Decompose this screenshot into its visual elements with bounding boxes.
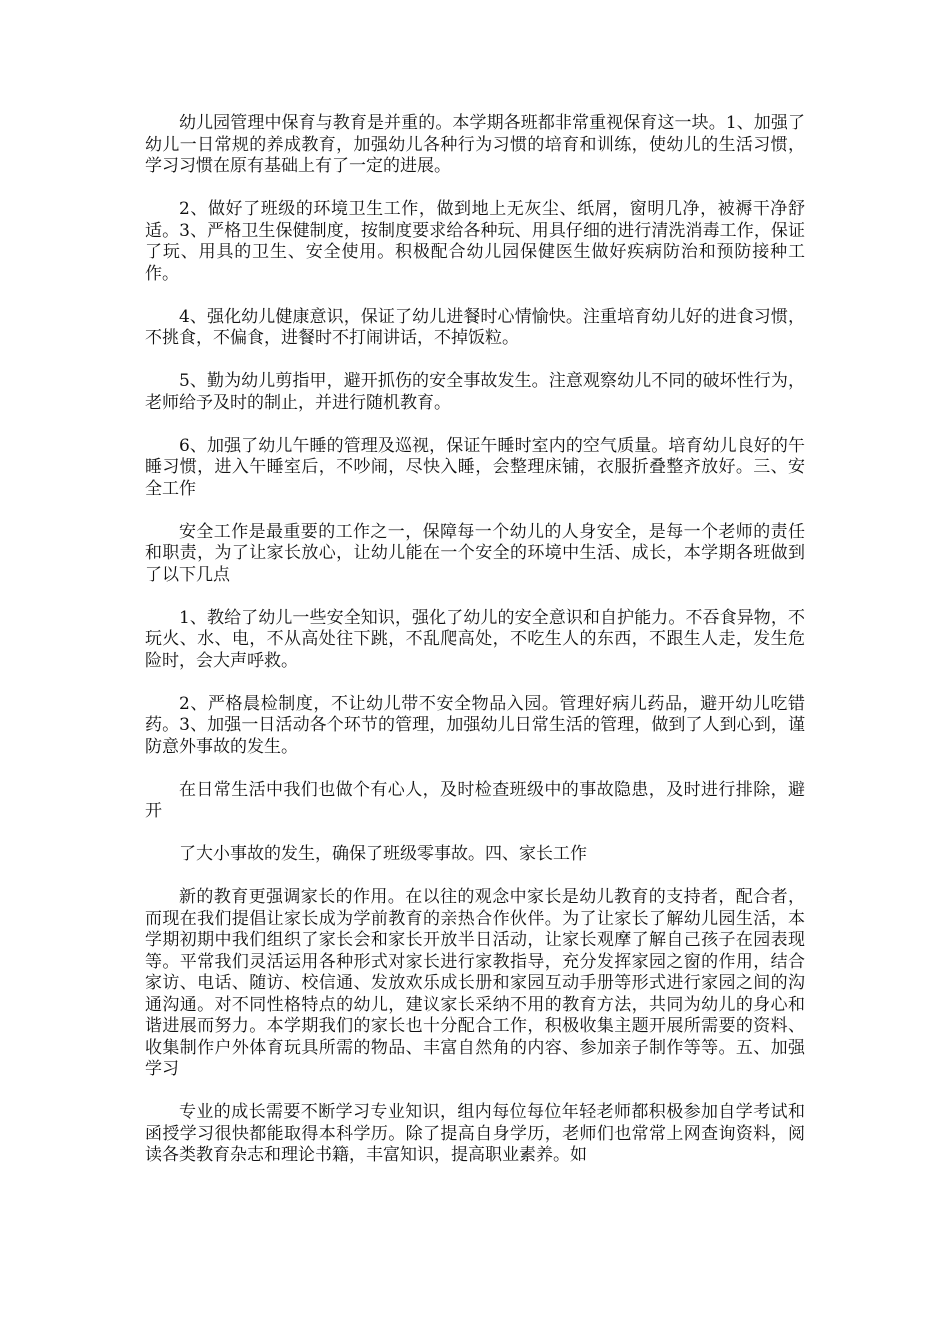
document-page xyxy=(145,113,805,1188)
paragraph-safety-intro: 安全工作是最重要的工作之一，保障每一个幼儿的人身安全，是每一个老师的责任和职责，为了让家长放心，让幼儿能在一个安全的环境中生活、成长，本学期各班做到了以下几点 xyxy=(145,521,805,585)
paragraph-health-awareness: 4、强化幼儿健康意识，保证了幼儿进餐时心情愉快。注重培育幼儿好的进食习惯，不挑食，不偏食，进餐时不打闹讲话，不掉饭粒。 xyxy=(145,306,805,348)
paragraph-nap-management: 6、加强了幼儿午睡的管理及巡视，保证午睡时室内的空气质量。培育幼儿良好的午睡习惯，进入午睡室后，不吵闹，尽快入睡，会整理床铺，衣服折叠整齐放好。三、安全工作 xyxy=(145,435,805,499)
paragraph-hazard-check: 在日常生活中我们也做个有心人，及时检查班级中的事故隐患，及时进行排除，避开 xyxy=(145,779,805,821)
paragraph-parent-work: 新的教育更强调家长的作用。在以往的观念中家长是幼儿教育的支持者，配合者，而现在我们提倡让家长成为学前教育的亲热合作伙伴。为了让家长了解幼儿园生活，本学期初期中我们组织了家长会和家长开放半日活动，让家长观摩了解自己孩子在园表现等。平常我们灵活运用各种形式对家长进行家教指导，充分发挥家园之窗的作用，结合家访、电话、随访、校信通、发放欢乐成长册和家园互动手册等形式进行家园之间的沟通沟通。对不同性格特点的幼儿，建议家长采纳不用的教育方法，共同为幼儿的身心和谐进展而努力。本学期我们的家长也十分配合工作，积极收集主题开展所需要的资料、收集制作户外体育玩具所需的物品、丰富自然角的内容、参加亲子制作等等。五、加强学习 xyxy=(145,887,805,1079)
paragraph-nail-trimming: 5、勤为幼儿剪指甲，避开抓伤的安全事故发生。注意观察幼儿不同的破坏性行为，老师给予及时的制止，并进行随机教育。 xyxy=(145,371,805,413)
paragraph-childcare-overview: 幼儿园管理中保育与教育是并重的。本学期各班都非常重视保育这一块。1、加强了幼儿一日常规的养成教育，加强幼儿各种行为习惯的培育和训练，使幼儿的生活习惯，学习习惯在原有基础上有了一定的进展。 xyxy=(145,113,805,176)
paragraph-hygiene-work: 2、做好了班级的环境卫生工作，做到地上无灰尘、纸屑，窗明几净，被褥干净舒适。3、严格卫生保健制度，按制度要求给各种玩、用具仔细的进行清洗消毒工作，保证了玩、用具的卫生、安全使用。积极配合幼儿园保健医生做好疾病防治和预防接种工作。 xyxy=(145,199,805,284)
paragraph-safety-knowledge: 1、教给了幼儿一些安全知识，强化了幼儿的安全意识和自护能力。不吞食异物，不玩火、水、电，不从高处往下跳，不乱爬高处，不吃生人的东西，不跟生人走，发生危险时，会大声呼救。 xyxy=(145,607,805,671)
paragraph-zero-accidents: 了大小事故的发生，确保了班级零事故。四、家长工作 xyxy=(179,844,587,864)
paragraph-morning-check: 2、严格晨检制度，不让幼儿带不安全物品入园。管理好病儿药品，避开幼儿吃错药。3、加强一日活动各个环节的管理，加强幼儿日常生活的管理，做到了人到心到，谨防意外事故的发生。 xyxy=(145,693,805,757)
paragraph-professional-learning: 专业的成长需要不断学习专业知识，组内每位每位年轻老师都积极参加自学考试和函授学习很快都能取得本科学历。除了提高自身学历，老师们也常常上网查询资料，阅读各类教育杂志和理论书籍，丰富知识，提高职业素养。如 xyxy=(145,1102,805,1165)
